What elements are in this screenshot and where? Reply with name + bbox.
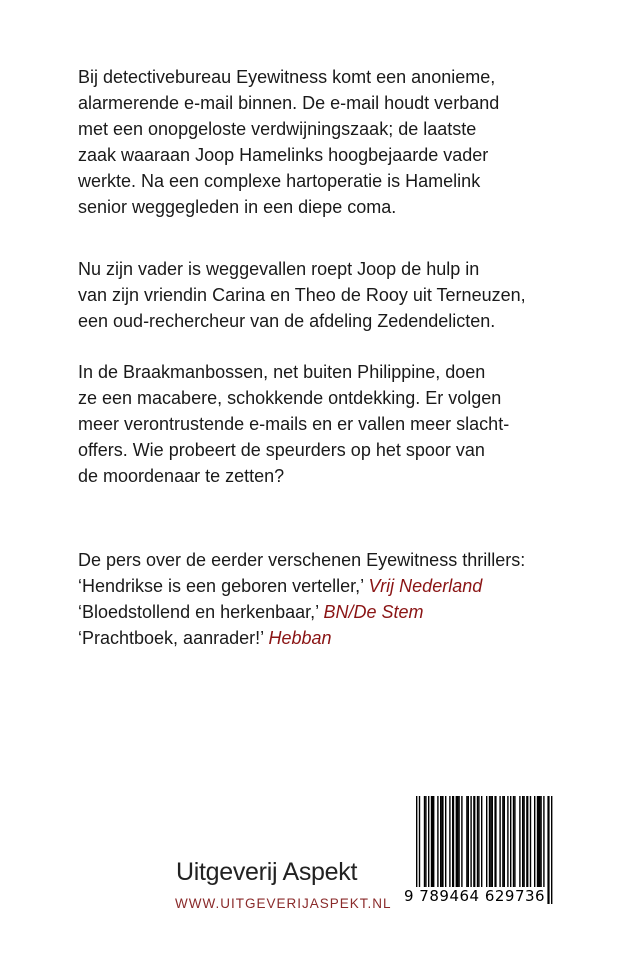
text-line: senior weggegleden in een diepe coma. [78, 197, 397, 217]
quote-source: Hebban [268, 628, 332, 648]
text-line: In de Braakmanbossen, net buiten Philippine, doen [78, 362, 486, 382]
text-line: van zijn vriendin Carina en Theo de Rooy uit Terneuzen, [78, 285, 526, 305]
text-line: zaak waaraan Joop Hamelinks hoogbejaarde vader [78, 145, 489, 165]
text-line: werkte. Na een complexe hartoperatie is Hamelink [78, 171, 481, 191]
barcode-bar [547, 796, 549, 904]
text-line: meer verontrustende e-mails en er vallen meer slacht- [78, 414, 510, 434]
blurb-paragraph-3 [78, 359, 618, 489]
press-quote [78, 599, 618, 625]
blurb-paragraph-2 [78, 256, 618, 334]
publisher-name: Uitgeverij Aspekt [176, 858, 358, 886]
quote-text: ‘Bloedstollend en herkenbaar,’ [78, 602, 324, 622]
text-line: ze een macabere, schokkende ontdekking. Er volgen [78, 388, 502, 408]
blurb-paragraph-1 [78, 64, 618, 220]
text-line: offers. Wie probeert de speurders op het spoor van [78, 440, 485, 460]
barcode [400, 790, 560, 920]
text-line: Nu zijn vader is weggevallen roept Joop de hulp in [78, 259, 480, 279]
press-quote [78, 573, 618, 599]
text-line: Bij detectivebureau Eyewitness komt een anonieme, [78, 67, 496, 87]
press-quotes [78, 547, 618, 651]
text-line: alarmerende e-mail binnen. De e-mail houdt verband [78, 93, 500, 113]
press-quote [78, 625, 618, 651]
quote-source: Vrij Nederland [368, 576, 483, 596]
press-intro: De pers over de eerder verschenen Eyewitness thrillers: [78, 550, 526, 570]
isbn-number: 9 789464 629736 [404, 887, 546, 905]
publisher-url: WWW.UITGEVERIJASPEKT.NL [175, 896, 392, 911]
quote-source: BN/De Stem [323, 602, 424, 622]
text-line: de moordenaar te zetten? [78, 466, 285, 486]
text-line: een oud-rechercheur van de afdeling Zedendelicten. [78, 311, 496, 331]
text-line: met een onopgeloste verdwijningszaak; de laatste [78, 119, 477, 139]
quote-text: ‘Hendrikse is een geboren verteller,’ [78, 576, 369, 596]
quote-text: ‘Prachtboek, aanrader!’ [78, 628, 269, 648]
barcode-bar [551, 796, 552, 904]
